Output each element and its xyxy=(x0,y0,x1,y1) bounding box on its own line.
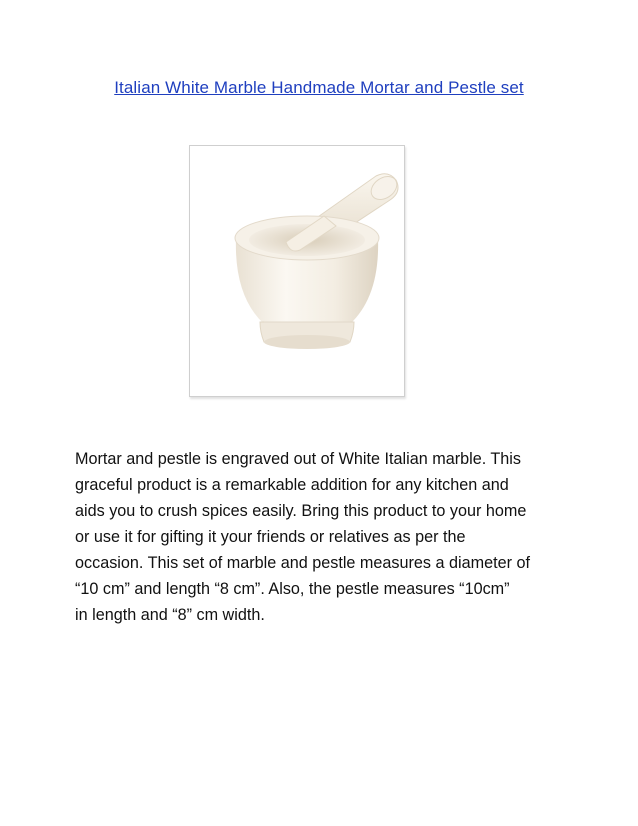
product-title-link[interactable]: Italian White Marble Handmade Mortar and Pestle set xyxy=(114,78,524,97)
mortar-bowl-shape xyxy=(235,216,379,349)
description-line: occasion. This set of marble and pestle measures a diameter of xyxy=(75,554,530,572)
description-line: “10 cm” and length “8 cm”. Also, the pestle measures “10cm” xyxy=(75,580,510,598)
description-line: Mortar and pestle is engraved out of White Italian marble. This xyxy=(75,450,521,468)
description-line: graceful product is a remarkable addition for any kitchen and xyxy=(75,476,509,494)
description-line: or use it for gifting it your friends or relatives as per the xyxy=(75,528,466,546)
product-description xyxy=(75,446,575,628)
description-line: aids you to crush spices easily. Bring this product to your home xyxy=(75,502,527,520)
product-image xyxy=(189,145,405,397)
mortar-and-pestle-illustration xyxy=(190,146,404,396)
description-line: in length and “8” cm width. xyxy=(75,606,265,624)
